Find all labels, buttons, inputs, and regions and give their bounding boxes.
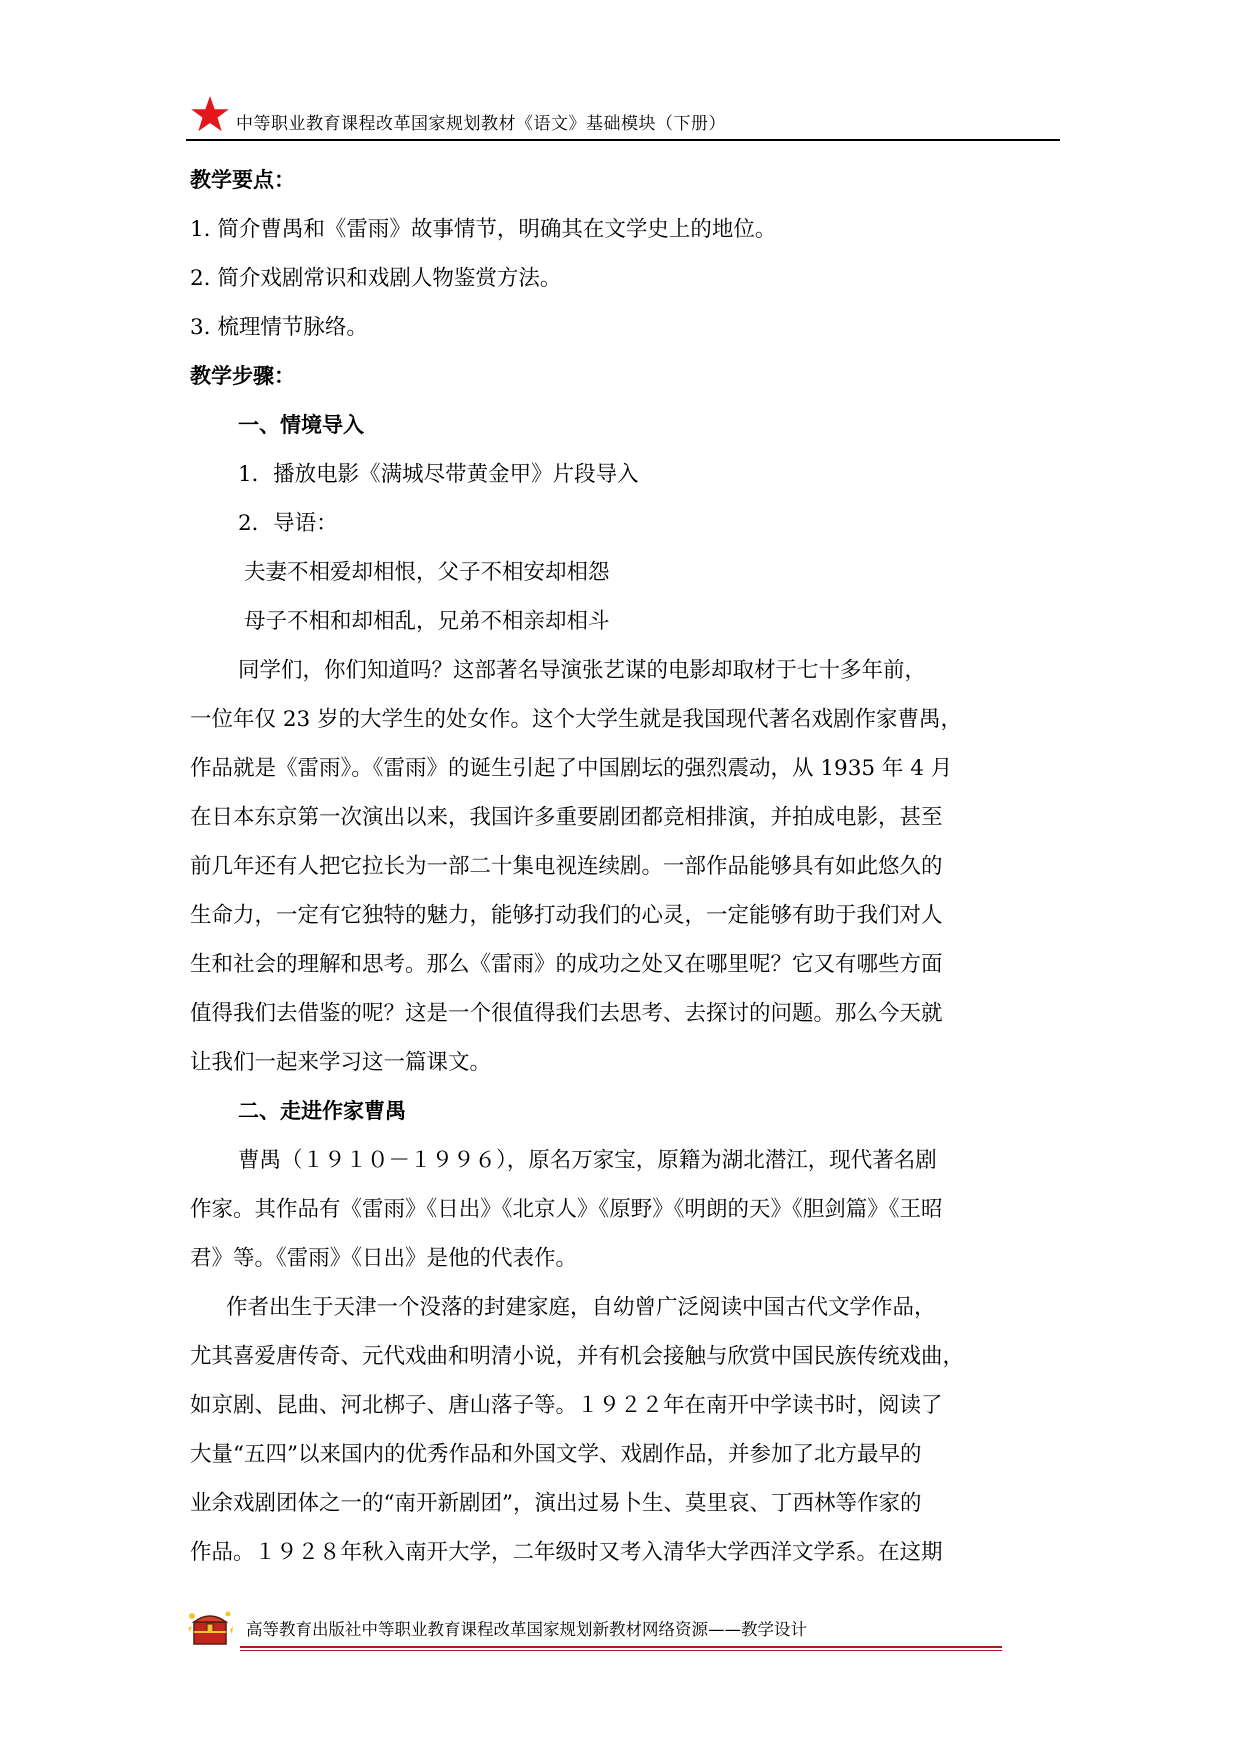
paragraph-line: 生和社会的理解和思考。那么《雷雨》的成功之处又在哪里呢？它又有哪些方面 xyxy=(190,952,943,977)
footer-divider xyxy=(240,1646,1002,1648)
point-3: 3. 梳理情节脉络。 xyxy=(190,315,368,340)
paragraph-line: 在日本东京第一次演出以来，我国许多重要剧团都竞相排演，并拍成电影，甚至 xyxy=(190,805,943,830)
paragraph-line: 作家。其作品有《雷雨》《日出》《北京人》《原野》《明朗的天》《胆剑篇》《王昭 xyxy=(190,1197,943,1222)
header-divider xyxy=(186,139,1060,141)
page-footer xyxy=(186,1606,1006,1656)
page-header xyxy=(180,95,1060,141)
footer-text: 高等教育出版社中等职业教育课程改革国家规划新教材网络资源——教学设计 xyxy=(246,1620,807,1639)
paragraph-line: 一位年仅 23 岁的大学生的处女作。这个大学生就是我国现代著名戏剧作家曹禺， xyxy=(190,707,963,732)
paragraph-line: 大量“五四”以来国内的优秀作品和外国文学、戏剧作品，并参加了北方最早的 xyxy=(190,1442,922,1467)
heading-teaching-points: 教学要点： xyxy=(190,168,295,192)
treasure-chest-icon xyxy=(186,1608,234,1648)
bio-paragraph xyxy=(190,1136,1060,1283)
paragraph-line: 如京剧、昆曲、河北梆子、唐山落子等。１９２２年在南开中学读书时，阅读了 xyxy=(190,1393,943,1418)
step-2: 2．导语： xyxy=(238,511,338,536)
intro-paragraph xyxy=(190,646,1060,1087)
section-2-heading: 二、走进作家曹禺 xyxy=(238,1099,406,1123)
footer-divider xyxy=(240,1650,1002,1651)
paragraph-line: 生命力，一定有它独特的魅力，能够打动我们的心灵，一定能够有助于我们对人 xyxy=(190,903,943,928)
poem-line-1: 夫妻不相爱却相恨，父子不相安却相怨 xyxy=(244,560,610,585)
paragraph-line: 作者出生于天津一个没落的封建家庭，自幼曾广泛阅读中国古代文学作品， xyxy=(226,1295,936,1320)
paragraph-line: 作品就是《雷雨》。《雷雨》的诞生引起了中国剧坛的强烈震动，从 1935 年 4 月 xyxy=(190,756,953,781)
red-star-icon xyxy=(190,95,230,135)
paragraph-line: 曹禺（１９１０－１９９６），原名万家宝，原籍为湖北潜江，现代著名剧 xyxy=(238,1148,937,1173)
point-1: 1. 简介曹禺和《雷雨》故事情节，明确其在文学史上的地位。 xyxy=(190,217,777,242)
header-title: 中等职业教育课程改革国家规划教材《语文》基础模块（下册） xyxy=(236,114,726,134)
paragraph-line: 业余戏剧团体之一的“南开新剧团”，演出过易卜生、莫里哀、丁西林等作家的 xyxy=(190,1491,922,1516)
point-2: 2. 简介戏剧常识和戏剧人物鉴赏方法。 xyxy=(190,266,562,291)
section-1-heading: 一、情境导入 xyxy=(238,413,364,437)
paragraph-line: 君》等。《雷雨》《日出》是他的代表作。 xyxy=(190,1246,578,1271)
paragraph-line: 作品。１９２８年秋入南开大学，二年级时又考入清华大学西洋文学系。在这期 xyxy=(190,1540,943,1565)
life-paragraph xyxy=(190,1283,1060,1577)
poem-line-2: 母子不相和却相乱，兄弟不相亲却相斗 xyxy=(244,609,610,634)
paragraph-line: 让我们一起来学习这一篇课文。 xyxy=(190,1050,492,1075)
document-body xyxy=(190,156,1060,1577)
paragraph-line: 值得我们去借鉴的呢？这是一个很值得我们去思考、去探讨的问题。那么今天就 xyxy=(190,1001,943,1026)
step-1: 1．播放电影《满城尽带黄金甲》片段导入 xyxy=(238,462,639,487)
paragraph-line: 尤其喜爱唐传奇、元代戏曲和明清小说，并有机会接触与欣赏中国民族传统戏曲， xyxy=(190,1344,965,1369)
heading-teaching-steps: 教学步骤： xyxy=(190,364,295,388)
paragraph-line: 前几年还有人把它拉长为一部二十集电视连续剧。一部作品能够具有如此悠久的 xyxy=(190,854,943,879)
paragraph-line: 同学们，你们知道吗？这部著名导演张艺谋的电影却取材于七十多年前， xyxy=(238,658,927,683)
